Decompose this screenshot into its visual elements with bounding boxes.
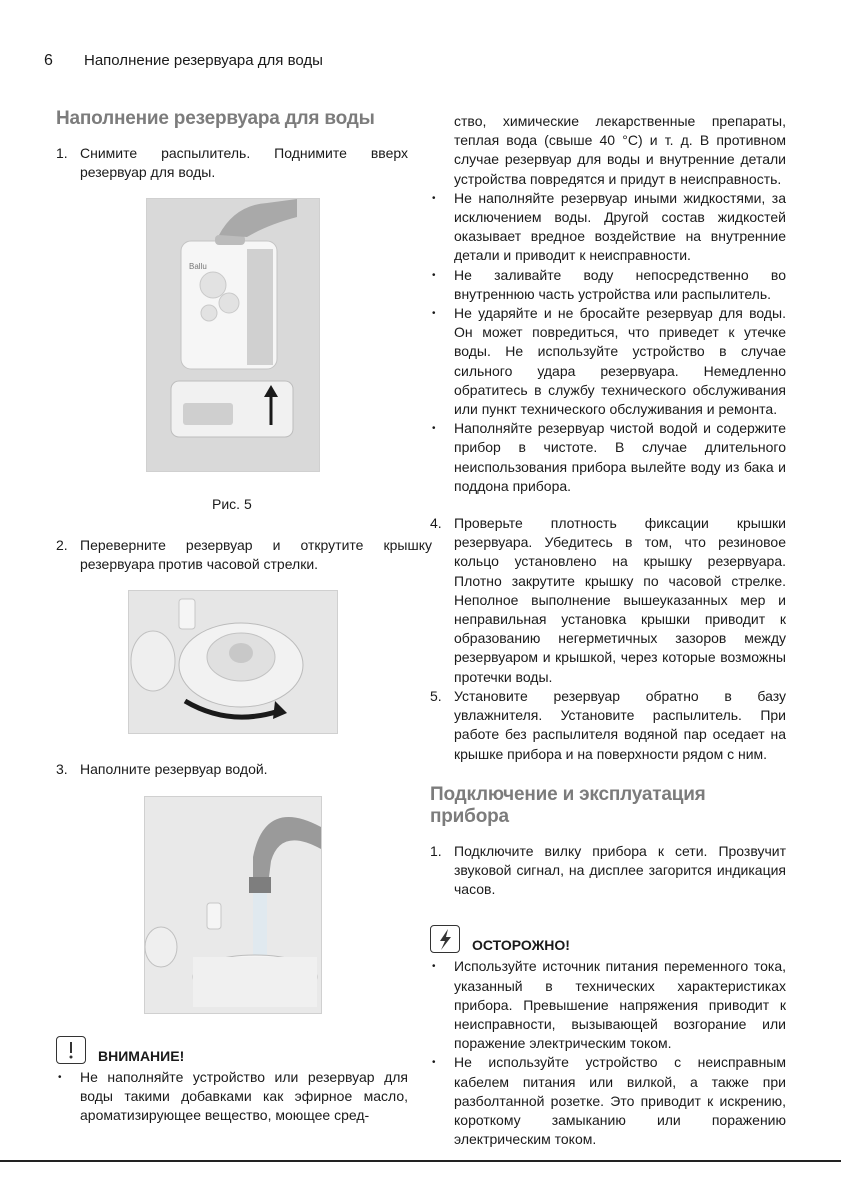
figure-filling-water	[144, 796, 322, 1014]
step-number: 1.	[56, 145, 68, 161]
step-number: 1.	[430, 842, 442, 859]
attention-label: ВНИМАНИЕ!	[98, 1048, 185, 1064]
page-header	[0, 52, 841, 72]
bullet-dot: •	[432, 192, 436, 204]
bullet-text: Не ударяйте и не бросайте резервуар для воды. Он может повредиться, что приведет к утечке воды. Не используйте устройство в случае сильного удара резервуара. Немедленно обратитесь в службу технического обслуживания или пункт технического обслуживания и ремонта.	[454, 305, 786, 418]
exclamation-icon	[56, 1036, 86, 1064]
caution-header	[430, 925, 786, 953]
figure-humidifier	[146, 198, 320, 472]
bullet-dot: •	[432, 269, 436, 281]
left-column	[56, 108, 408, 182]
step-2	[56, 536, 432, 574]
step-number: 5.	[430, 687, 442, 704]
step-1	[56, 144, 408, 182]
bullet-dot: •	[58, 1072, 62, 1083]
bullet-dot: •	[432, 1057, 436, 1069]
figure-tank-cap	[128, 590, 338, 734]
step-number: 2.	[56, 537, 68, 553]
attention-block	[56, 1036, 408, 1126]
attention-header	[56, 1036, 408, 1064]
step-text: Подключите вилку прибора к сети. Прозвучит звуковой сигнал, на дисплее загорится индикация часов.	[454, 842, 786, 898]
section-heading: Подключение и эксплуатация прибора	[430, 783, 706, 827]
step-4	[430, 514, 786, 687]
list-item	[430, 304, 786, 419]
section-heading: Наполнение резервуара для воды	[56, 108, 375, 129]
step-text: Наполните резервуар водой.	[80, 761, 268, 777]
bullet-text: Не наполняйте резервуар иными жидкостями, за исключением воды. Другой состав жидкостей оказывает вредное воздействие на внутренние детали и приводит к неисправности.	[454, 189, 786, 264]
step-number: 3.	[56, 761, 68, 777]
bullet-dot: •	[432, 423, 436, 435]
bullet-text: Не используйте устройство с неисправным кабелем питания или вилкой, а также при разболтанной розетке. Это приводит к искрению, короткому замыканию или поражению электрическим током.	[454, 1054, 786, 1148]
bullet-dot: •	[432, 961, 436, 973]
list-item	[430, 266, 786, 304]
list-item	[430, 957, 786, 1053]
right-column	[430, 112, 786, 1149]
bullet-text: Не заливайте воду непосредственно во внутреннюю часть устройства или распылитель.	[454, 266, 786, 302]
caution-label: ОСТОРОЖНО!	[472, 937, 570, 954]
page-bottom-rule	[0, 1160, 841, 1162]
list-item	[430, 189, 786, 266]
bullet-text: Наполняйте резервуар чистой водой и содержите прибор в чистоте. В случае длительного неиспользования прибора вылейте воду из бака и поддона прибора.	[454, 420, 786, 494]
figure-caption: Рис. 5	[212, 496, 252, 512]
continued-text: ство, химические лекарственные препараты, теплая вода (свыше 40 °C) и т. д. В противном случае резервуар для воды и внутренние детали устройства повредятся и придут в неисправность.	[454, 113, 786, 187]
bullet-text: Используйте источник питания переменного тока, указанный в технических характеристиках прибора. Превышение напряжения приводит к неисправности, вызывающей возгорание или поражение электрическим током.	[454, 958, 786, 1052]
step-text: Проверьте плотность фиксации крышки резервуара. Убедитесь в том, что резиновое кольцо установлено на крышку резервуара. Плотно закрутите крышку по часовой стрелке. Неполное выполнение вышеуказанных мер и неправильная установка крышки приводит к образованию негерметичных зазоров между резервуаром и крышкой, через которые возможны протечки воды.	[454, 515, 786, 685]
lightning-icon	[430, 925, 460, 953]
step-text: Переверните резервуар и открутите крышку резервуара против часовой стрелки.	[80, 537, 432, 573]
brand-logo: Ballu	[189, 262, 207, 271]
list-item	[430, 1053, 786, 1149]
humidifier-illustration	[147, 199, 319, 471]
step-number: 4.	[430, 515, 442, 532]
tank-cap-illustration	[129, 591, 337, 733]
bullet-dot: •	[432, 308, 436, 320]
page-number: 6	[44, 52, 53, 69]
step-text: Установите резервуар обратно в базу увлажнителя. Установите распылитель. При работе без распылителя водяной пар оседает на крышке прибора и на поверхности рядом с ним.	[454, 687, 786, 762]
list-item	[430, 419, 786, 496]
step-3	[56, 760, 432, 779]
bullet-text: Не наполняйте устройство или резервуар для воды такими добавками как эфирное масло, ароматизирующее вещество, моющее сред-	[80, 1069, 408, 1124]
attention-bullet	[56, 1068, 408, 1126]
running-title: Наполнение резервуара для воды	[84, 52, 323, 69]
faucet-illustration	[145, 797, 321, 1013]
step-5	[430, 687, 786, 764]
caution-block	[430, 925, 786, 1149]
step-text: Снимите распылитель. Поднимите вверх резервуар для воды.	[80, 145, 408, 181]
connect-step-1	[430, 842, 786, 900]
